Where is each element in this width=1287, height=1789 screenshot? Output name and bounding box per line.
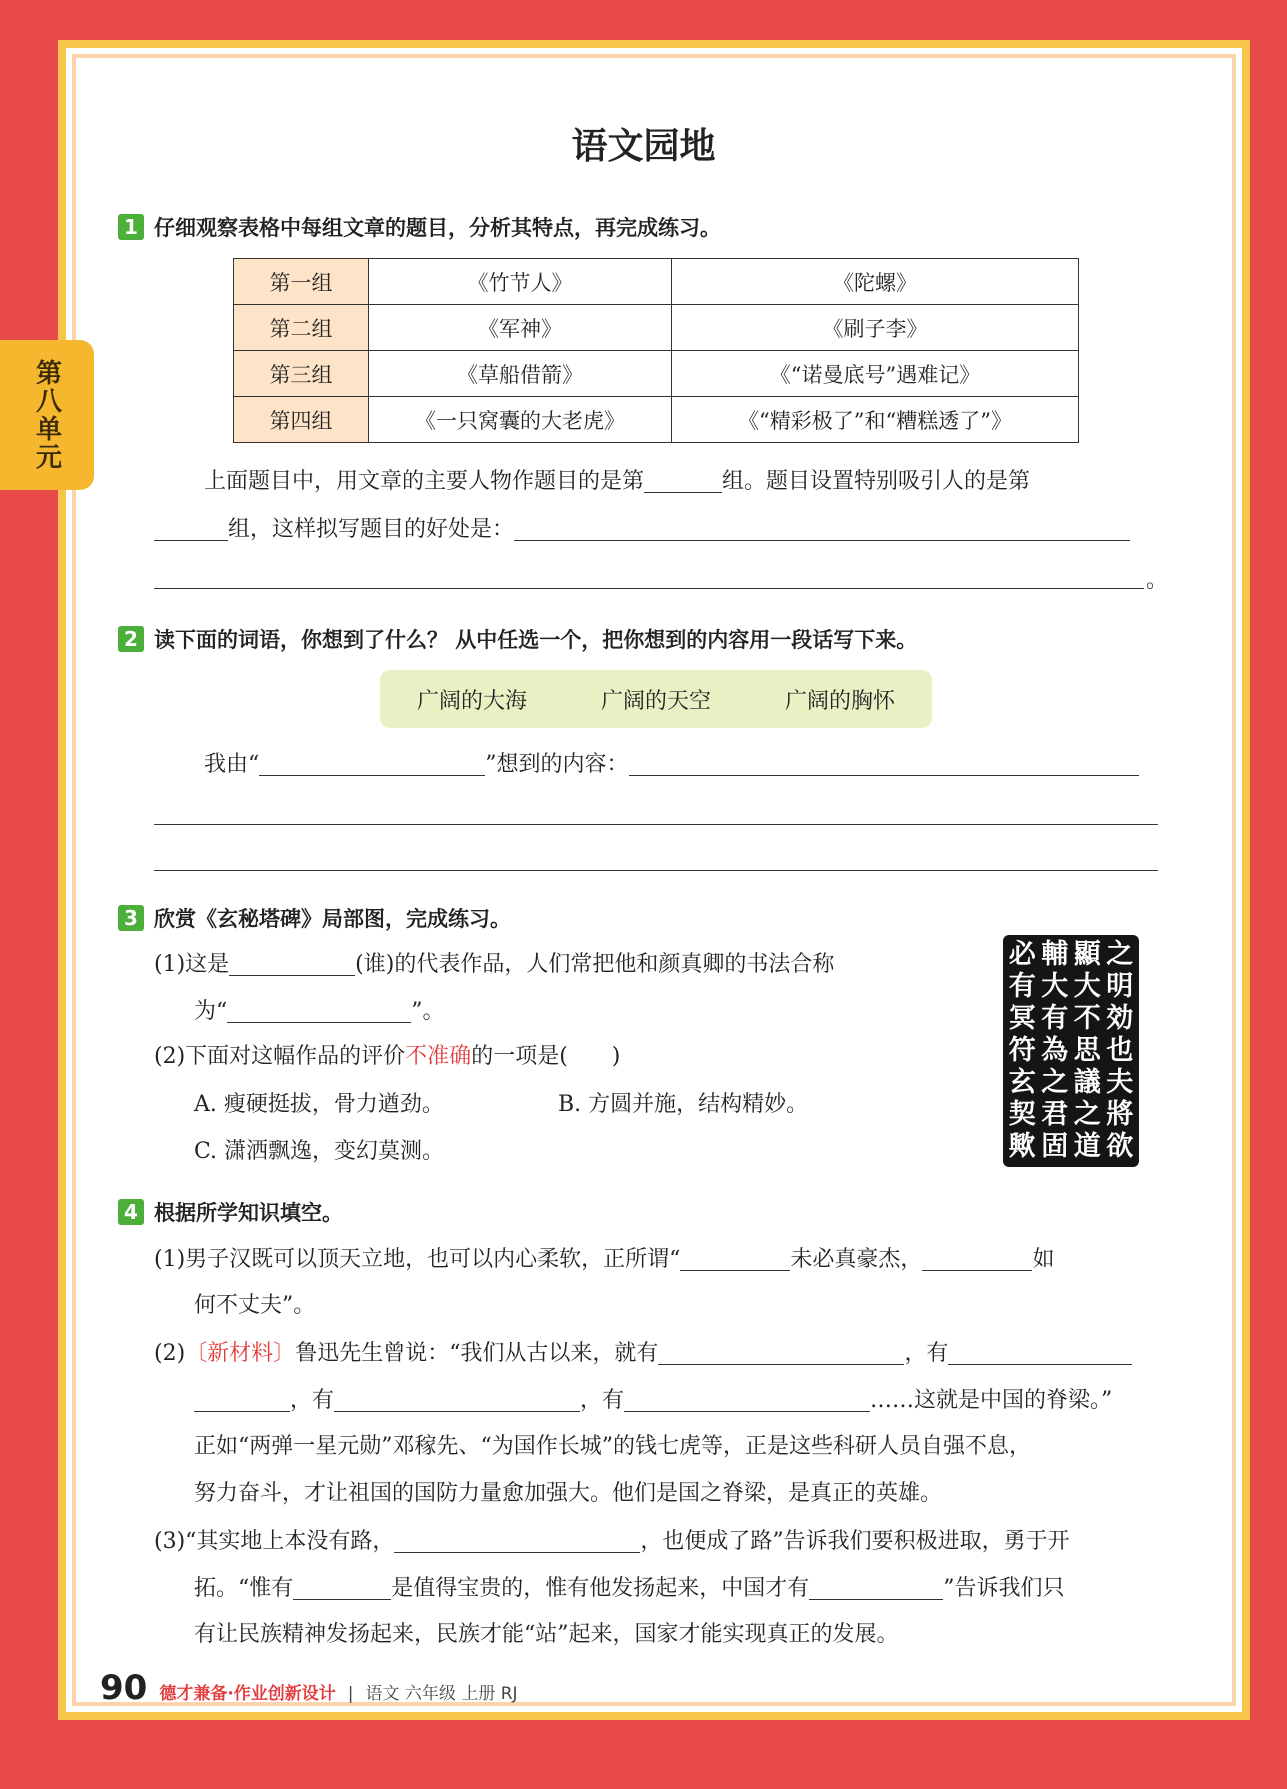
table-row [234, 305, 1079, 351]
q4-text: 鲁迅先生曾说：“我们从古以来，就有 [295, 1341, 659, 1366]
calligraphy-char: 也 [1106, 1035, 1134, 1066]
calligraphy-char: 將 [1106, 1099, 1134, 1130]
question-prompt: 读下面的词语，你想到了什么？ 从中任选一个，把你想到的内容用一段话写下来。 [154, 628, 918, 652]
calligraphy-char: 必 [1008, 939, 1036, 970]
fill-blank[interactable] [229, 953, 355, 976]
calligraphy-char: 効 [1106, 1003, 1134, 1034]
answer-line[interactable] [154, 824, 1158, 825]
footer-separator: | [347, 1684, 354, 1704]
q2-line-1 [204, 753, 1139, 776]
q4-text: ，有 [580, 1388, 625, 1413]
question-number: 1 [118, 214, 144, 240]
q4-text: 如 [1032, 1247, 1055, 1272]
q2-text: 我由“ [204, 752, 260, 777]
q4-text: ……这就是中国的脊梁。” [870, 1388, 1113, 1413]
q4-item-2-line4: 努力奋斗，才让祖国的国防力量愈加强大。他们是国之脊梁，是真正的英雄。 [194, 1481, 943, 1506]
question-number: 2 [118, 626, 144, 652]
q3-text: 为“ [194, 999, 228, 1024]
fill-blank[interactable] [259, 753, 485, 776]
q4-item-2-cont [194, 1389, 1112, 1412]
answer-line[interactable] [154, 588, 1144, 589]
word-option: 广阔的大海 [416, 688, 527, 714]
calligraphy-char: 道 [1073, 1131, 1101, 1162]
new-material-tag: 〔新材料〕 [185, 1341, 296, 1366]
title-cell: 《“精彩极了”和“糟糕透了”》 [672, 397, 1079, 443]
table-row [234, 259, 1079, 305]
calligraphy-char: 玄 [1008, 1067, 1036, 1098]
fill-blank[interactable] [658, 1342, 904, 1365]
q4-text: ，有 [290, 1388, 335, 1413]
title-cell: 《刷子李》 [672, 305, 1079, 351]
fill-blank[interactable] [809, 1577, 943, 1600]
question-prompt: 仔细观察表格中每组文章的题目，分析其特点，再完成练习。 [154, 216, 721, 240]
q4-text: 拓。“惟有 [194, 1576, 294, 1601]
question-2-header [118, 624, 917, 654]
title-cell: 《陀螺》 [672, 259, 1079, 305]
q4-item-3 [154, 1530, 1070, 1553]
calligraphy-char: 歟 [1008, 1131, 1036, 1162]
answer-line[interactable] [514, 518, 1130, 541]
question-prompt: 根据所学知识填空。 [154, 1201, 343, 1225]
question-3-header [118, 903, 511, 933]
q1-text: 组。题目设置特别吸引人的是第 [722, 469, 1031, 494]
calligraphy-char: 君 [1041, 1099, 1069, 1130]
q4-item-1 [154, 1248, 1054, 1271]
fill-blank[interactable] [394, 1530, 640, 1553]
answer-line[interactable] [629, 753, 1139, 776]
title-cell: 《军神》 [369, 305, 672, 351]
page-title: 语文园地 [571, 126, 716, 167]
q4-item-2 [154, 1342, 1132, 1365]
title-cell: 《草船借箭》 [369, 351, 672, 397]
q3-text: (2)下面对这幅作品的评价 [154, 1044, 406, 1069]
fill-blank[interactable] [194, 1389, 290, 1412]
q4-text: ，也便成了路”告诉我们要积极进取，勇于开 [640, 1529, 1070, 1554]
option-c[interactable]: C. 潇洒飘逸，变幻莫测。 [194, 1139, 445, 1164]
option-b[interactable]: B. 方圆并施，结构精妙。 [558, 1092, 809, 1117]
q1-end: 。 [1146, 568, 1169, 593]
q4-text: (2) [154, 1341, 186, 1366]
q4-text: 是值得宝贵的，惟有他发扬起来，中国才有 [391, 1576, 810, 1601]
calligraphy-char: 為 [1041, 1035, 1069, 1066]
question-number: 3 [118, 905, 144, 931]
group-label: 第三组 [234, 351, 369, 397]
q3-text: (谁)的代表作品，人们常把他和颜真卿的书法合称 [355, 952, 835, 977]
q3-item-2 [154, 1046, 620, 1068]
calligraphy-char: 有 [1041, 1003, 1069, 1034]
book-info: 语文 六年级 上册 RJ [365, 1684, 518, 1704]
q3-item-1 [154, 953, 834, 976]
fill-blank[interactable] [154, 518, 228, 541]
calligraphy-char: 冥 [1008, 1003, 1036, 1034]
title-cell: 《竹节人》 [369, 259, 672, 305]
q2-text: ”想到的内容： [485, 752, 629, 777]
question-1-header [118, 212, 721, 242]
page-footer [100, 1668, 518, 1708]
calligraphy-image [1003, 935, 1139, 1167]
calligraphy-char: 夫 [1106, 1067, 1134, 1098]
question-prompt: 欣赏《玄秘塔碑》局部图，完成练习。 [154, 907, 511, 931]
q1-text: 上面题目中，用文章的主要人物作题目的是第 [204, 469, 645, 494]
fill-blank[interactable] [948, 1342, 1132, 1365]
q3-text: (1)这是 [154, 952, 230, 977]
calligraphy-char: 契 [1008, 1099, 1036, 1130]
group-label: 第二组 [234, 305, 369, 351]
calligraphy-char: 固 [1041, 1131, 1069, 1162]
option-a[interactable]: A. 瘦硬挺拔，骨力遒劲。 [194, 1092, 444, 1117]
question-number: 4 [118, 1199, 144, 1225]
table-row [234, 351, 1079, 397]
unit-label: 第八单元 [31, 359, 62, 471]
fill-blank[interactable] [680, 1248, 790, 1271]
word-box [380, 670, 932, 728]
title-cell: 《一只窝囊的大老虎》 [369, 397, 672, 443]
calligraphy-char: 之 [1073, 1099, 1101, 1130]
fill-blank[interactable] [334, 1389, 580, 1412]
q1-line-2 [154, 518, 1130, 541]
q3-text: 的一项是( ) [471, 1044, 621, 1069]
calligraphy-char: 顯 [1073, 939, 1101, 970]
q1-text: 组，这样拟写题目的好处是： [228, 517, 515, 542]
q4-text: ，有 [904, 1341, 949, 1366]
q4-text: (1)男子汉既可以顶天立地，也可以内心柔软，正所谓“ [154, 1247, 681, 1272]
calligraphy-char: 之 [1106, 939, 1134, 970]
q4-text: 未必真豪杰， [790, 1247, 923, 1272]
group-label: 第四组 [234, 397, 369, 443]
q3-item-1-cont [194, 1000, 445, 1023]
calligraphy-char: 明 [1106, 971, 1134, 1002]
fill-blank[interactable] [644, 470, 722, 493]
calligraphy-char: 思 [1073, 1035, 1101, 1066]
calligraphy-char: 不 [1073, 1003, 1101, 1034]
q3-text: ”。 [411, 999, 445, 1024]
q4-item-3-cont [194, 1577, 1065, 1600]
page-number: 90 [100, 1668, 148, 1708]
group-label: 第一组 [234, 259, 369, 305]
fill-blank[interactable] [922, 1248, 1032, 1271]
calligraphy-char: 大 [1073, 971, 1101, 1002]
title-cell: 《“诺曼底号”遇难记》 [672, 351, 1079, 397]
calligraphy-char: 議 [1073, 1067, 1101, 1098]
calligraphy-char: 有 [1008, 971, 1036, 1002]
calligraphy-char: 符 [1008, 1035, 1036, 1066]
q1-line-1 [204, 470, 1030, 493]
q4-text: ”告诉我们只 [943, 1576, 1065, 1601]
title-table [233, 258, 1079, 443]
calligraphy-char: 輔 [1041, 939, 1069, 970]
q4-item-2-line3: 正如“两弹一星元勋”邓稼先、“为国作长城”的钱七虎等，正是这些科研人员自强不息， [194, 1434, 1031, 1459]
table-row [234, 397, 1079, 443]
calligraphy-char: 之 [1041, 1067, 1069, 1098]
fill-blank[interactable] [293, 1577, 391, 1600]
fill-blank[interactable] [624, 1389, 870, 1412]
fill-blank[interactable] [227, 1000, 411, 1023]
calligraphy-char: 大 [1041, 971, 1069, 1002]
unit-side-tab [0, 340, 94, 490]
question-4-header [118, 1197, 343, 1227]
word-option: 广阔的胸怀 [784, 688, 895, 714]
answer-line[interactable] [154, 870, 1158, 871]
highlight-text: 不准确 [405, 1044, 472, 1069]
q4-text: (3)“其实地上本没有路， [154, 1529, 395, 1554]
word-option: 广阔的天空 [600, 688, 711, 714]
brand-name: 德才兼备·作业创新设计 [159, 1684, 336, 1704]
calligraphy-char: 欲 [1106, 1131, 1134, 1162]
q4-item-1-cont: 何不丈夫”。 [194, 1293, 316, 1318]
q4-item-3-line3: 有让民族精神发扬起来，民族才能“站”起来，国家才能实现真正的发展。 [194, 1622, 899, 1647]
